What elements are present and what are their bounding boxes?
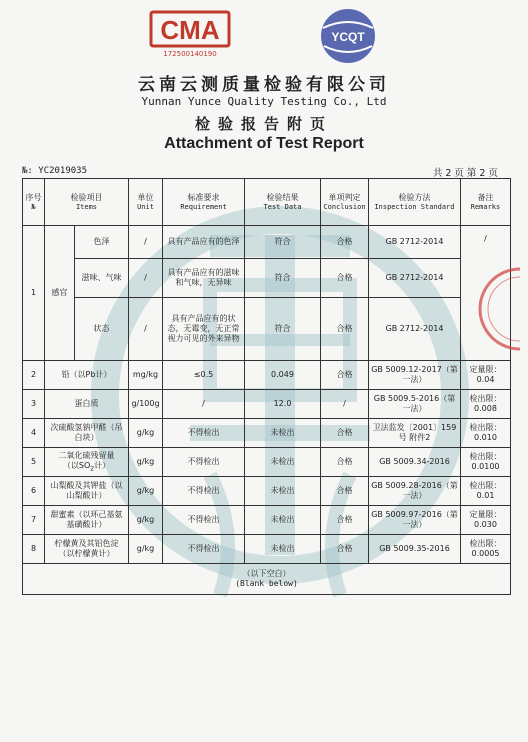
item-name: 铅（以Pb计） bbox=[45, 361, 129, 390]
unit: / bbox=[129, 298, 163, 361]
row-number: 3 bbox=[23, 390, 45, 419]
remark: 检出限：0.010 bbox=[461, 419, 511, 448]
requirement: 不得检出 bbox=[163, 419, 245, 448]
inspection-method: GB 5009.12-2017（第一法） bbox=[369, 361, 461, 390]
report-number: №: YC2019035 bbox=[22, 166, 88, 176]
sensory-group-label: 感官 bbox=[45, 226, 75, 361]
table-row bbox=[23, 448, 511, 477]
test-result: 0.049 bbox=[245, 361, 321, 390]
requirement: 具有产品应有的滋味和气味，无异味 bbox=[163, 259, 245, 298]
item-name: 次硫酸氢钠甲醛（吊白块） bbox=[45, 419, 129, 448]
requirement: 不得检出 bbox=[163, 448, 245, 477]
cma-text: CMA bbox=[160, 15, 220, 45]
unit: g/100g bbox=[129, 390, 163, 419]
header-inspection-standard: 检验方法 Inspection Standard bbox=[369, 179, 461, 226]
inspection-method: GB 5009.28-2016（第一法） bbox=[369, 477, 461, 506]
report-title-cn: 检验报告附页 bbox=[194, 115, 333, 133]
blank-below-note bbox=[23, 564, 511, 595]
row-number: 7 bbox=[23, 506, 45, 535]
requirement: 不得检出 bbox=[163, 477, 245, 506]
conclusion: 合格 bbox=[321, 448, 369, 477]
item-name bbox=[45, 448, 129, 477]
remark: 检出限：0.01 bbox=[461, 477, 511, 506]
unit: g/kg bbox=[129, 419, 163, 448]
remark: / bbox=[461, 226, 511, 361]
remark: 定量限：0.030 bbox=[461, 506, 511, 535]
conclusion: 合格 bbox=[321, 535, 369, 564]
item-name-subscript: 2 bbox=[90, 465, 95, 473]
unit: g/kg bbox=[129, 506, 163, 535]
table-row bbox=[23, 259, 511, 298]
unit: g/kg bbox=[129, 535, 163, 564]
table-row bbox=[23, 506, 511, 535]
company-name-en: Yunnan Yunce Quality Testing Co., Ltd bbox=[141, 95, 387, 108]
cma-number: 172500140190 bbox=[163, 50, 217, 58]
remark: 检出限：0.0005 bbox=[461, 535, 511, 564]
item-name-main: 二氧化硫残留量 bbox=[58, 450, 115, 460]
item-name: 蛋白质 bbox=[45, 390, 129, 419]
row-number: 1 bbox=[23, 226, 45, 361]
header-no: 序号 № bbox=[23, 179, 45, 226]
test-result: 符合 bbox=[245, 226, 321, 259]
header-requirement: 标准要求 Requirement bbox=[163, 179, 245, 226]
inspection-method: GB 2712-2014 bbox=[369, 226, 461, 259]
test-result: 未检出 bbox=[245, 419, 321, 448]
table-row bbox=[23, 226, 511, 259]
requirement: 具有产品应有的色泽 bbox=[163, 226, 245, 259]
table-row bbox=[23, 298, 511, 361]
table-row bbox=[23, 535, 511, 564]
item-name-paren-open: （以SO bbox=[62, 460, 91, 470]
row-number: 6 bbox=[23, 477, 45, 506]
blank-below-en: (Blank below) bbox=[235, 579, 298, 588]
unit: g/kg bbox=[129, 448, 163, 477]
header-items: 检验项目 Items bbox=[45, 179, 129, 226]
conclusion: 合格 bbox=[321, 298, 369, 361]
remark: 检出限：0.008 bbox=[461, 390, 511, 419]
table-row bbox=[23, 361, 511, 390]
company-name-cn: 云南云测质量检验有限公司 bbox=[138, 75, 390, 95]
ycqt-logo bbox=[318, 6, 378, 66]
inspection-method: GB 5009.97-2016（第一法） bbox=[369, 506, 461, 535]
header-test-data: 检验结果 Test Data bbox=[245, 179, 321, 226]
test-result: 未检出 bbox=[245, 477, 321, 506]
test-result: 未检出 bbox=[245, 448, 321, 477]
table-row bbox=[23, 477, 511, 506]
unit: / bbox=[129, 226, 163, 259]
test-result: 12.0 bbox=[245, 390, 321, 419]
ycqt-text: YCQT bbox=[331, 30, 365, 44]
conclusion: / bbox=[321, 390, 369, 419]
test-result: 符合 bbox=[245, 259, 321, 298]
inspection-method: 卫法监发〔2001〕159号 附件2 bbox=[369, 419, 461, 448]
row-number: 8 bbox=[23, 535, 45, 564]
item-name: 山梨酸及其钾盐（以山梨酸计） bbox=[45, 477, 129, 506]
test-result: 未检出 bbox=[245, 535, 321, 564]
table-header-row bbox=[23, 179, 511, 226]
unit: mg/kg bbox=[129, 361, 163, 390]
conclusion: 合格 bbox=[321, 419, 369, 448]
item-name: 滋味、气味 bbox=[75, 259, 129, 298]
inspection-method: GB 2712-2014 bbox=[369, 259, 461, 298]
item-name: 色泽 bbox=[75, 226, 129, 259]
inspection-method: GB 2712-2014 bbox=[369, 298, 461, 361]
test-result: 符合 bbox=[245, 298, 321, 361]
item-name: 柠檬黄及其铝色淀（以柠檬黄计） bbox=[45, 535, 129, 564]
requirement: / bbox=[163, 390, 245, 419]
header-remarks: 备注 Remarks bbox=[461, 179, 511, 226]
page-info: 共 2 页 第 2 页 bbox=[432, 168, 498, 179]
test-result: 未检出 bbox=[245, 506, 321, 535]
row-number: 2 bbox=[23, 361, 45, 390]
conclusion: 合格 bbox=[321, 477, 369, 506]
table-row bbox=[23, 390, 511, 419]
item-name: 甜蜜素（以环己基氨基磺酸计） bbox=[45, 506, 129, 535]
report-title-en: Attachment of Test Report bbox=[164, 135, 364, 152]
requirement: 不得检出 bbox=[163, 535, 245, 564]
conclusion: 合格 bbox=[321, 506, 369, 535]
header-conclusion: 单项判定 Conclusion bbox=[321, 179, 369, 226]
row-number: 4 bbox=[23, 419, 45, 448]
item-name-paren-close: 计） bbox=[94, 460, 111, 470]
requirement: 不得检出 bbox=[163, 506, 245, 535]
blank-below-row bbox=[23, 564, 511, 595]
inspection-method: GB 5009.5-2016（第一法） bbox=[369, 390, 461, 419]
requirement: ≤0.5 bbox=[163, 361, 245, 390]
row-number: 5 bbox=[23, 448, 45, 477]
item-name: 状态 bbox=[75, 298, 129, 361]
test-results-table bbox=[22, 178, 511, 595]
remark: 检出限：0.0100 bbox=[461, 448, 511, 477]
conclusion: 合格 bbox=[321, 226, 369, 259]
table-row bbox=[23, 419, 511, 448]
inspection-method: GB 5009.35-2016 bbox=[369, 535, 461, 564]
conclusion: 合格 bbox=[321, 361, 369, 390]
requirement: 具有产品应有的状态，无霉变，无正常视力可见的外来异物 bbox=[163, 298, 245, 361]
cma-logo bbox=[148, 8, 232, 56]
inspection-method: GB 5009.34-2016 bbox=[369, 448, 461, 477]
remark: 定量限：0.04 bbox=[461, 361, 511, 390]
conclusion: 合格 bbox=[321, 259, 369, 298]
unit: / bbox=[129, 259, 163, 298]
blank-below-cn: （以下空白） bbox=[242, 569, 291, 578]
unit: g/kg bbox=[129, 477, 163, 506]
header-unit: 单位 Unit bbox=[129, 179, 163, 226]
